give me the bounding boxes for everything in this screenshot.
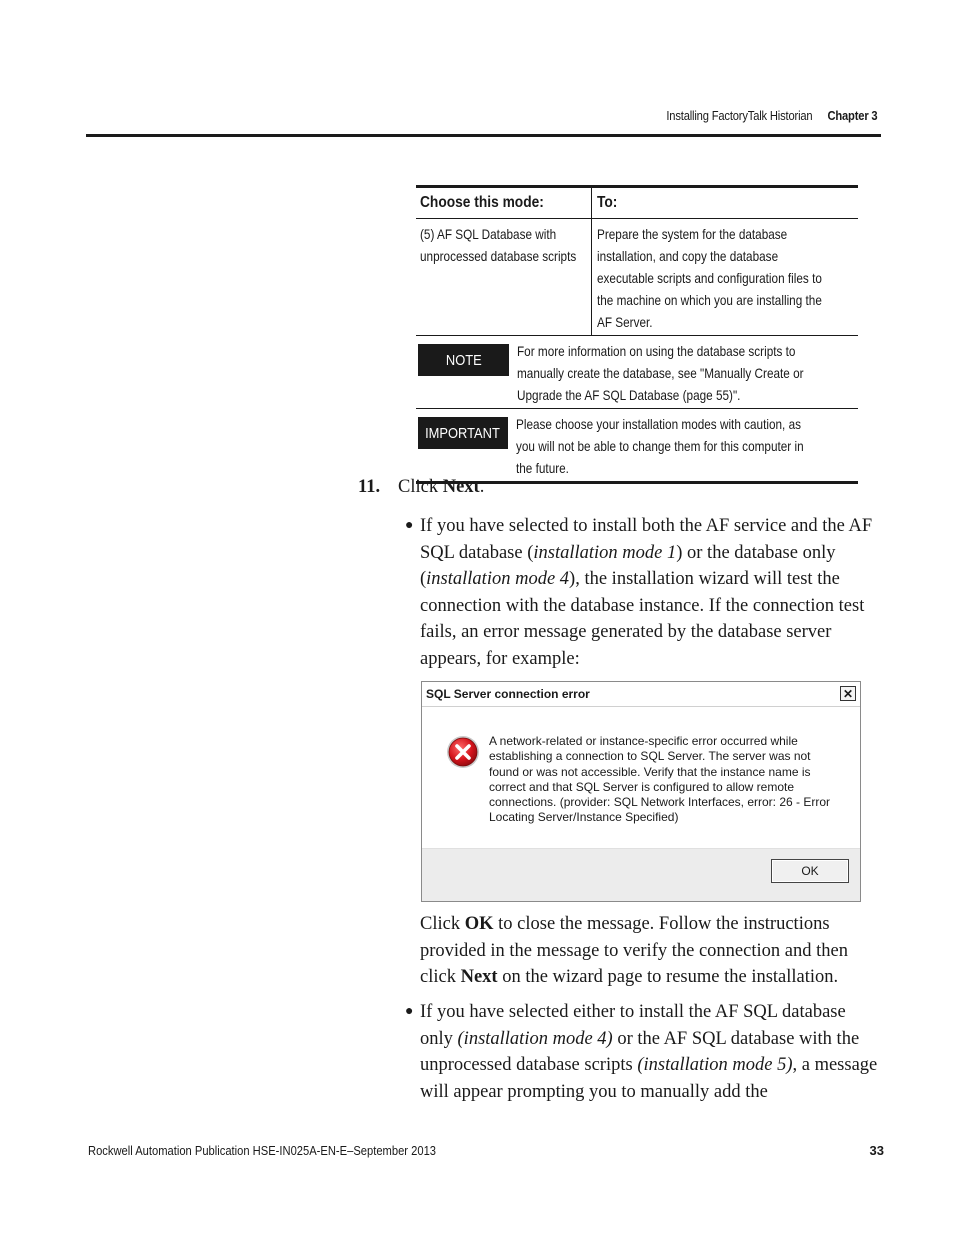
close-icon[interactable]: ✕ [840,686,856,701]
footer-publication: Rockwell Automation Publication HSE-IN025A-EN-E–September 2013 [88,1143,437,1158]
running-header [666,108,877,123]
bullet-paragraph-1: If you have selected to install both the AF service and the AF SQL database (installation mode 1) or the database only (installation mode 4), the installation wizard will test the connection with the database instance. If the connection test fails, an error message generated by the database server appears, for example: [420,516,873,669]
important-callout [416,409,858,484]
bullet-dot: ● [405,1004,414,1019]
dialog-title: SQL Server connection error [422,682,860,707]
table-row [416,219,858,336]
header-rule [86,134,881,137]
next-keyword: Next [442,477,480,497]
important-label: IMPORTANT [418,417,508,449]
dialog-button-bar [422,848,860,901]
note-label: NOTE [418,344,509,376]
sql-error-dialog [421,681,861,902]
note-callout [416,336,858,408]
dialog-message: A network-related or instance-specific error occurred while establishing a connection to SQL Server. The server was not found or was not accessible. Verify that the instance name is correct and that SQL Server is configured to allow remote connections. (provider: SQL Network Interfaces, error: 26 - Error Locating Server/Instance Specified) [489,734,831,825]
header-section-title: Installing FactoryTalk Historian [665,108,812,123]
error-icon [446,735,480,769]
after-dialog-paragraph: Click OK to close the message. Follow the instructions provided in the message to verify the connection and then click Next on the wizard page to resume the installation. [420,914,848,987]
bullet-dot: ● [405,518,414,533]
step-11: 11. Click Next. [358,477,485,497]
page-number: 33 [869,1143,884,1158]
table-header-mode: Choose this mode: [416,188,592,218]
bullet-paragraph-2: If you have selected either to install the AF SQL database only (installation mode 4) or the AF SQL database with the unprocessed database scripts (installation mode 5), a message will appear prompting you to manually add the [420,1002,878,1102]
table-header-to: To: [597,194,618,211]
header-chapter: Chapter 3 [826,108,877,123]
ok-button[interactable]: OK [771,859,849,883]
step-text: Click [398,477,443,497]
table-cell-description: Prepare the system for the database installation, and copy the database executable scripts and configuration files to the machine on which you are installing the AF Server. [597,226,822,330]
step-number: 11. [358,477,381,497]
note-text: For more information on using the database scripts to manually create the database, see "Manually Create or Upgrade the AF SQL Database (page 55)". [516,343,804,403]
table-header-row [416,188,858,219]
mode-table [416,185,858,484]
important-text: Please choose your installation modes with caution, as you will not be able to change them for this computer in the future. [515,416,804,476]
table-cell-mode: (5) AF SQL Database with unprocessed database scripts [416,219,592,335]
